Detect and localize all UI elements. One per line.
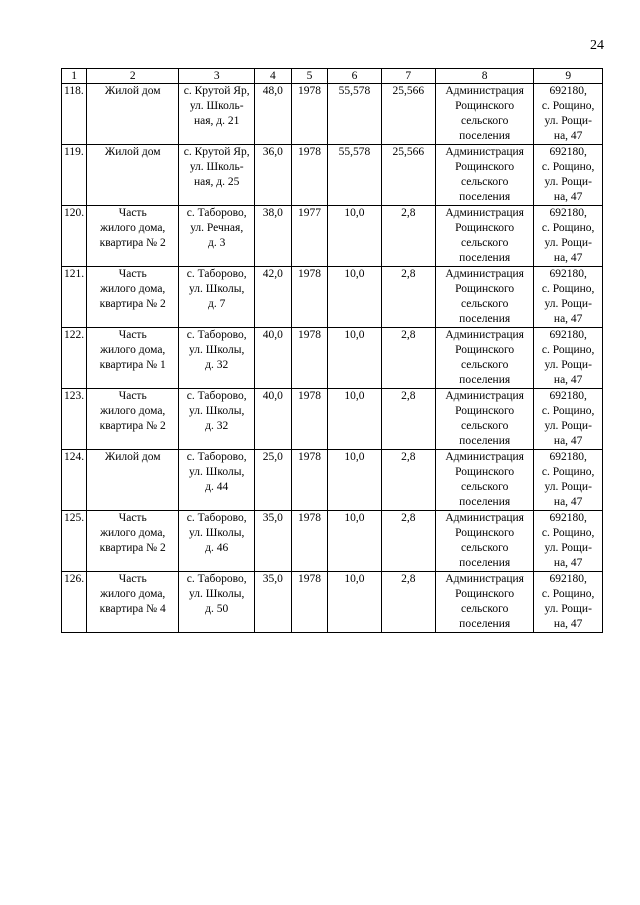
- address-cell-line: д. 44: [205, 481, 229, 493]
- postal-address-cell-line: с. Рощино,: [541, 344, 595, 356]
- postal-address-cell: [534, 389, 603, 450]
- column-header: 4: [255, 69, 292, 84]
- holder-cell-line: Администрация: [445, 390, 524, 402]
- object-name-cell: [87, 511, 179, 572]
- object-name-cell-line: квартира № 2: [99, 542, 166, 554]
- holder-cell: [435, 328, 533, 389]
- address-cell-line: с. Таборово,: [186, 329, 247, 341]
- address-cell: [179, 450, 255, 511]
- object-name-cell-line: Жилой дом: [104, 85, 161, 97]
- address-cell-line: д. 32: [205, 359, 229, 371]
- column-6-cell: 55,578: [328, 84, 381, 145]
- address-cell-line: ул. Школы,: [189, 527, 245, 539]
- address-cell-line: с. Крутой Яр,: [183, 146, 250, 158]
- year-cell: 1978: [291, 328, 328, 389]
- postal-address-cell-line: ул. Рощи-: [544, 176, 592, 188]
- address-cell-line: с. Таборово,: [186, 512, 247, 524]
- row-number-cell: 122.: [62, 328, 87, 389]
- object-name-cell-line: квартира № 4: [99, 603, 166, 615]
- holder-cell-line: Рощинского: [455, 466, 515, 478]
- holder-cell-line: Администрация: [445, 512, 524, 524]
- object-name-cell: [87, 450, 179, 511]
- postal-address-cell: [534, 84, 603, 145]
- column-6-cell: 10,0: [328, 572, 381, 633]
- postal-address-cell-line: 692180,: [549, 268, 587, 280]
- table-row: [62, 328, 603, 389]
- year-cell: 1978: [291, 267, 328, 328]
- object-name-cell-line: Жилой дом: [104, 451, 161, 463]
- row-number-cell: 121.: [62, 267, 87, 328]
- postal-address-cell: [534, 450, 603, 511]
- postal-address-cell-line: на, 47: [553, 618, 583, 630]
- column-header: 7: [381, 69, 435, 84]
- postal-address-cell-line: с. Рощино,: [541, 283, 595, 295]
- postal-address-cell-line: на, 47: [553, 130, 583, 142]
- address-cell-line: с. Таборово,: [186, 573, 247, 585]
- postal-address-cell: [534, 572, 603, 633]
- postal-address-cell-line: с. Рощино,: [541, 588, 595, 600]
- postal-address-cell-line: ул. Рощи-: [544, 115, 592, 127]
- row-number-cell: 125.: [62, 511, 87, 572]
- holder-cell-line: Рощинского: [455, 161, 515, 173]
- object-name-cell: [87, 572, 179, 633]
- postal-address-cell-line: ул. Рощи-: [544, 298, 592, 310]
- holder-cell: [435, 572, 533, 633]
- holder-cell-line: Рощинского: [455, 283, 515, 295]
- postal-address-cell-line: 692180,: [549, 146, 587, 158]
- column-7-cell: 2,8: [381, 389, 435, 450]
- column-header: 8: [435, 69, 533, 84]
- column-6-cell: 10,0: [328, 511, 381, 572]
- postal-address-cell: [534, 206, 603, 267]
- address-cell-line: д. 7: [208, 298, 226, 310]
- postal-address-cell-line: на, 47: [553, 557, 583, 569]
- table-row: [62, 389, 603, 450]
- row-number-cell: 123.: [62, 389, 87, 450]
- column-header: 1: [62, 69, 87, 84]
- object-name-cell: [87, 389, 179, 450]
- holder-cell: [435, 145, 533, 206]
- holder-cell: [435, 511, 533, 572]
- postal-address-cell-line: 692180,: [549, 207, 587, 219]
- year-cell: 1978: [291, 450, 328, 511]
- column-7-cell: 2,8: [381, 450, 435, 511]
- postal-address-cell-line: ул. Рощи-: [544, 603, 592, 615]
- postal-address-cell-line: 692180,: [549, 573, 587, 585]
- object-name-cell-line: жилого дома,: [100, 344, 166, 356]
- holder-cell-line: поселения: [459, 130, 511, 142]
- holder-cell-line: Рощинского: [455, 588, 515, 600]
- year-cell: 1978: [291, 145, 328, 206]
- address-cell-line: ул. Школь-: [189, 100, 244, 112]
- area-cell: 25,0: [255, 450, 292, 511]
- year-cell: 1977: [291, 206, 328, 267]
- table-row: [62, 511, 603, 572]
- year-cell: 1978: [291, 389, 328, 450]
- address-cell: [179, 84, 255, 145]
- address-cell: [179, 572, 255, 633]
- holder-cell-line: поселения: [459, 618, 511, 630]
- holder-cell-line: сельского: [460, 481, 509, 493]
- holder-cell-line: поселения: [459, 557, 511, 569]
- holder-cell-line: сельского: [460, 176, 509, 188]
- postal-address-cell-line: на, 47: [553, 435, 583, 447]
- table-row: [62, 267, 603, 328]
- postal-address-cell-line: с. Рощино,: [541, 222, 595, 234]
- table-row: [62, 84, 603, 145]
- column-7-cell: 2,8: [381, 511, 435, 572]
- table-row: [62, 145, 603, 206]
- holder-cell: [435, 389, 533, 450]
- row-number-cell: 124.: [62, 450, 87, 511]
- holder-cell-line: Администрация: [445, 85, 524, 97]
- object-name-cell-line: квартира № 1: [99, 359, 166, 371]
- address-cell: [179, 206, 255, 267]
- area-cell: 42,0: [255, 267, 292, 328]
- holder-cell-line: Рощинского: [455, 527, 515, 539]
- holder-cell-line: Рощинского: [455, 344, 515, 356]
- object-name-cell: [87, 267, 179, 328]
- object-name-cell-line: жилого дома,: [100, 405, 166, 417]
- address-cell-line: ул. Школы,: [189, 344, 245, 356]
- holder-cell-line: поселения: [459, 191, 511, 203]
- page-number: 24: [590, 38, 604, 53]
- holder-cell: [435, 206, 533, 267]
- postal-address-cell-line: на, 47: [553, 313, 583, 325]
- object-name-cell-line: Часть: [118, 268, 147, 280]
- address-cell: [179, 511, 255, 572]
- address-cell: [179, 145, 255, 206]
- column-header: 9: [534, 69, 603, 84]
- holder-cell-line: Рощинского: [455, 405, 515, 417]
- address-cell-line: д. 46: [205, 542, 229, 554]
- holder-cell-line: Администрация: [445, 268, 524, 280]
- object-name-cell-line: Часть: [118, 329, 147, 341]
- holder-cell-line: сельского: [460, 298, 509, 310]
- column-header: 2: [87, 69, 179, 84]
- object-name-cell-line: Часть: [118, 512, 147, 524]
- address-cell: [179, 328, 255, 389]
- object-name-cell-line: жилого дома,: [100, 222, 166, 234]
- address-cell-line: ная, д. 21: [193, 115, 240, 127]
- column-6-cell: 55,578: [328, 145, 381, 206]
- column-7-cell: 25,566: [381, 84, 435, 145]
- column-7-cell: 2,8: [381, 267, 435, 328]
- object-name-cell-line: Часть: [118, 207, 147, 219]
- postal-address-cell-line: на, 47: [553, 252, 583, 264]
- column-6-cell: 10,0: [328, 206, 381, 267]
- postal-address-cell: [534, 267, 603, 328]
- holder-cell-line: Администрация: [445, 451, 524, 463]
- address-cell-line: ул. Школь-: [189, 161, 244, 173]
- object-name-cell-line: Жилой дом: [104, 146, 161, 158]
- address-cell-line: д. 3: [208, 237, 226, 249]
- postal-address-cell-line: на, 47: [553, 191, 583, 203]
- postal-address-cell-line: на, 47: [553, 496, 583, 508]
- postal-address-cell-line: с. Рощино,: [541, 405, 595, 417]
- table-body: [62, 84, 603, 633]
- column-6-cell: 10,0: [328, 267, 381, 328]
- address-cell-line: ул. Речная,: [190, 222, 244, 234]
- column-7-cell: 2,8: [381, 206, 435, 267]
- holder-cell-line: сельского: [460, 603, 509, 615]
- column-6-cell: 10,0: [328, 389, 381, 450]
- year-cell: 1978: [291, 511, 328, 572]
- object-name-cell-line: квартира № 2: [99, 237, 166, 249]
- holder-cell-line: сельского: [460, 237, 509, 249]
- postal-address-cell: [534, 145, 603, 206]
- area-cell: 48,0: [255, 84, 292, 145]
- row-number-cell: 126.: [62, 572, 87, 633]
- holder-cell-line: Администрация: [445, 207, 524, 219]
- holder-cell-line: поселения: [459, 252, 511, 264]
- postal-address-cell-line: с. Рощино,: [541, 466, 595, 478]
- holder-cell-line: поселения: [459, 496, 511, 508]
- postal-address-cell-line: 692180,: [549, 390, 587, 402]
- postal-address-cell-line: ул. Рощи-: [544, 420, 592, 432]
- holder-cell-line: Администрация: [445, 573, 524, 585]
- year-cell: 1978: [291, 572, 328, 633]
- object-name-cell-line: квартира № 2: [99, 298, 166, 310]
- postal-address-cell-line: с. Рощино,: [541, 100, 595, 112]
- postal-address-cell-line: 692180,: [549, 512, 587, 524]
- address-cell-line: ул. Школы,: [189, 283, 245, 295]
- address-cell-line: с. Таборово,: [186, 268, 247, 280]
- address-cell-line: с. Крутой Яр,: [183, 85, 250, 97]
- postal-address-cell-line: 692180,: [549, 85, 587, 97]
- table-row: [62, 206, 603, 267]
- object-name-cell-line: Часть: [118, 390, 147, 402]
- holder-cell-line: сельского: [460, 420, 509, 432]
- address-cell-line: ул. Школы,: [189, 588, 245, 600]
- object-name-cell-line: жилого дома,: [100, 527, 166, 539]
- postal-address-cell-line: с. Рощино,: [541, 527, 595, 539]
- postal-address-cell-line: 692180,: [549, 451, 587, 463]
- postal-address-cell-line: ул. Рощи-: [544, 237, 592, 249]
- column-6-cell: 10,0: [328, 328, 381, 389]
- table-row: [62, 572, 603, 633]
- column-header: 6: [328, 69, 381, 84]
- area-cell: 38,0: [255, 206, 292, 267]
- object-name-cell-line: жилого дома,: [100, 588, 166, 600]
- holder-cell: [435, 267, 533, 328]
- holder-cell-line: поселения: [459, 374, 511, 386]
- header-row: [62, 69, 603, 84]
- address-cell-line: с. Таборово,: [186, 451, 247, 463]
- area-cell: 35,0: [255, 572, 292, 633]
- area-cell: 40,0: [255, 389, 292, 450]
- row-number-cell: 120.: [62, 206, 87, 267]
- postal-address-cell-line: ул. Рощи-: [544, 481, 592, 493]
- holder-cell-line: поселения: [459, 313, 511, 325]
- object-name-cell-line: Часть: [118, 573, 147, 585]
- row-number-cell: 118.: [62, 84, 87, 145]
- holder-cell-line: сельского: [460, 115, 509, 127]
- object-name-cell: [87, 206, 179, 267]
- row-number-cell: 119.: [62, 145, 87, 206]
- address-cell-line: д. 50: [205, 603, 229, 615]
- address-cell-line: с. Таборово,: [186, 207, 247, 219]
- holder-cell-line: Рощинского: [455, 222, 515, 234]
- object-name-cell: [87, 145, 179, 206]
- holder-cell-line: сельского: [460, 542, 509, 554]
- column-7-cell: 25,566: [381, 145, 435, 206]
- object-name-cell-line: квартира № 2: [99, 420, 166, 432]
- area-cell: 36,0: [255, 145, 292, 206]
- column-7-cell: 2,8: [381, 572, 435, 633]
- address-cell-line: д. 32: [205, 420, 229, 432]
- address-cell: [179, 389, 255, 450]
- column-header: 3: [179, 69, 255, 84]
- holder-cell-line: Рощинского: [455, 100, 515, 112]
- postal-address-cell-line: ул. Рощи-: [544, 359, 592, 371]
- column-6-cell: 10,0: [328, 450, 381, 511]
- address-cell: [179, 267, 255, 328]
- postal-address-cell-line: 692180,: [549, 329, 587, 341]
- year-cell: 1978: [291, 84, 328, 145]
- area-cell: 40,0: [255, 328, 292, 389]
- holder-cell: [435, 450, 533, 511]
- holder-cell-line: Администрация: [445, 329, 524, 341]
- postal-address-cell-line: с. Рощино,: [541, 161, 595, 173]
- postal-address-cell-line: ул. Рощи-: [544, 542, 592, 554]
- postal-address-cell-line: на, 47: [553, 374, 583, 386]
- column-7-cell: 2,8: [381, 328, 435, 389]
- postal-address-cell: [534, 328, 603, 389]
- object-name-cell-line: жилого дома,: [100, 283, 166, 295]
- address-cell-line: ул. Школы,: [189, 405, 245, 417]
- column-header: 5: [291, 69, 328, 84]
- address-cell-line: ная, д. 25: [193, 176, 240, 188]
- object-name-cell: [87, 328, 179, 389]
- holder-cell-line: Администрация: [445, 146, 524, 158]
- holder-cell: [435, 84, 533, 145]
- table-row: [62, 450, 603, 511]
- property-table: [61, 68, 603, 633]
- holder-cell-line: сельского: [460, 359, 509, 371]
- address-cell-line: с. Таборово,: [186, 390, 247, 402]
- holder-cell-line: поселения: [459, 435, 511, 447]
- postal-address-cell: [534, 511, 603, 572]
- address-cell-line: ул. Школы,: [189, 466, 245, 478]
- object-name-cell: [87, 84, 179, 145]
- area-cell: 35,0: [255, 511, 292, 572]
